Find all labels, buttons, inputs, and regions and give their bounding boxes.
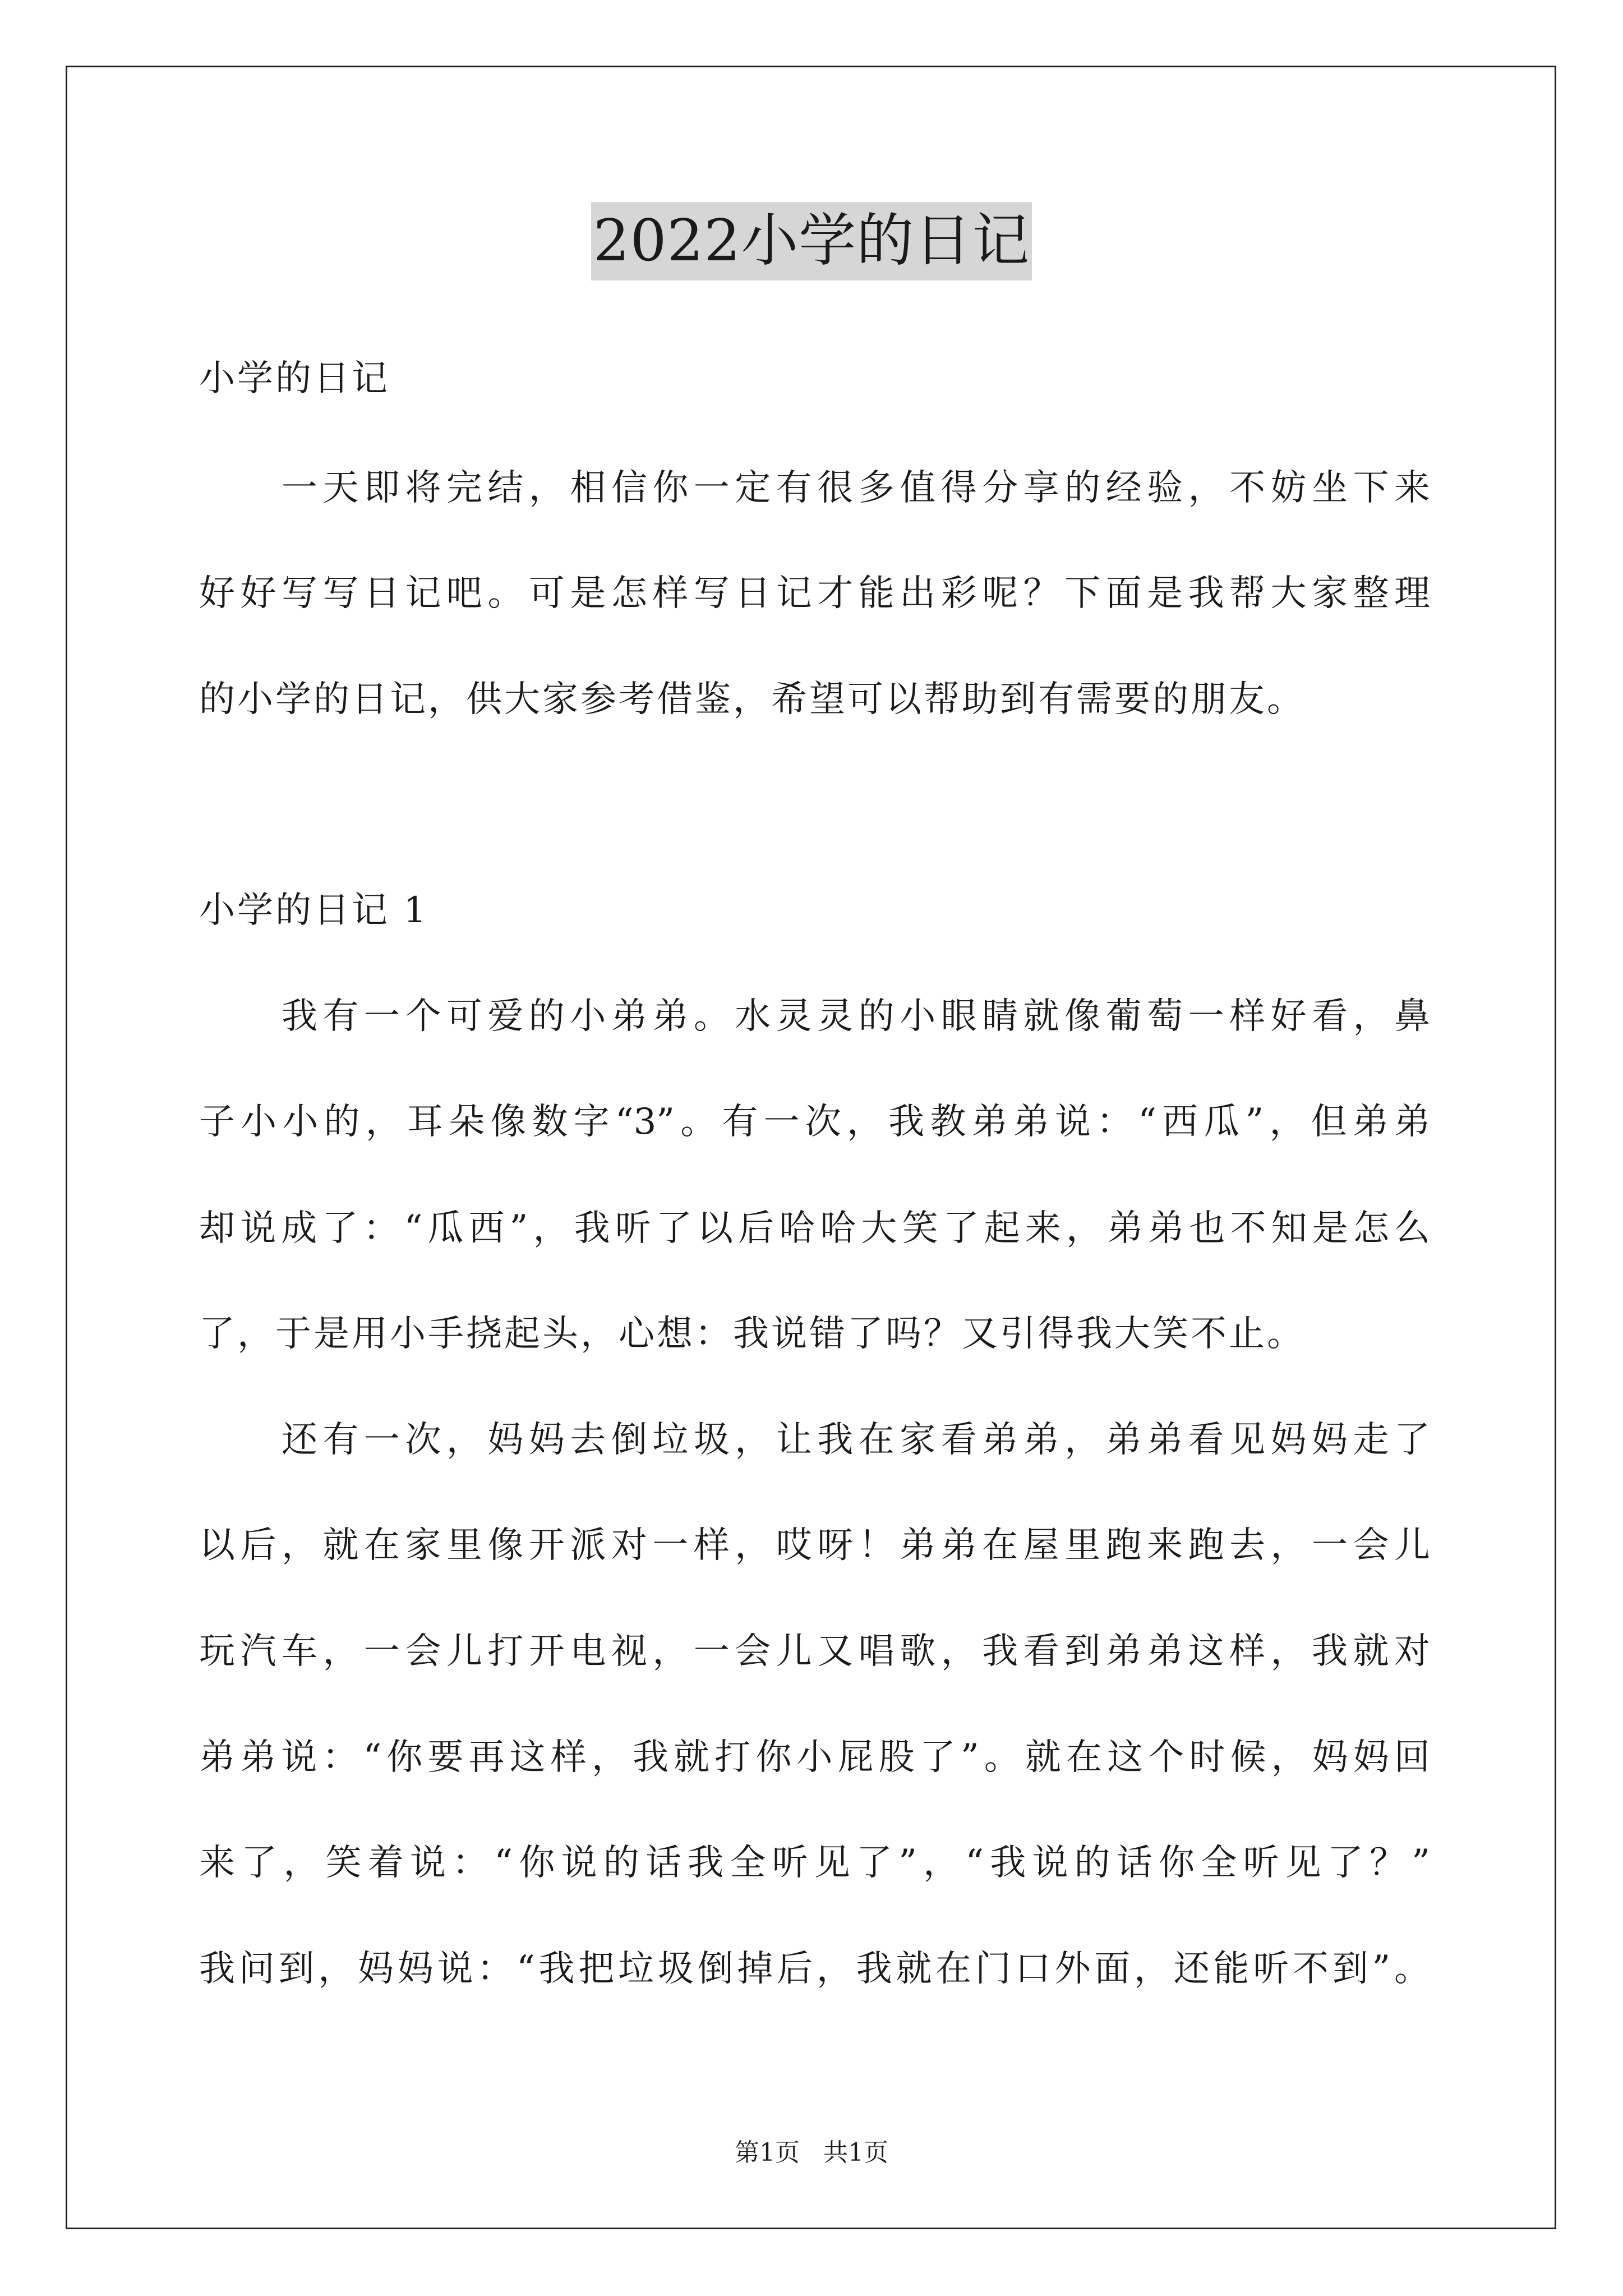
title-container	[0, 202, 1623, 280]
section-heading: 小学的日记 1	[199, 890, 429, 931]
para2-line-6: 我问到，妈妈说：“我把垃圾倒掉后，我就在门口外面，还能听不到”。	[199, 1948, 1430, 1990]
para1-line-1: 我有一个可爱的小弟弟。水灵灵的小眼睛就像葡萄一样好看，鼻	[282, 996, 1430, 1037]
page-footer: 第1页 共1页	[735, 2138, 888, 2167]
subtitle: 小学的日记	[199, 358, 390, 399]
para2-line-1: 还有一次，妈妈去倒垃圾，让我在家看弟弟，弟弟看见妈妈走了	[282, 1419, 1430, 1461]
para2-line-5: 来了，笑着说：“你说的话我全听见了”，“我说的话你全听见了？”	[199, 1842, 1430, 1884]
para2-line-4: 弟弟说：“你要再这样，我就打你小屁股了”。就在这个时候，妈妈回	[199, 1737, 1430, 1778]
para2-line-2: 以后，就在家里像开派对一样，哎呀！弟弟在屋里跑来跑去，一会儿	[199, 1525, 1430, 1566]
intro-line-2: 好好写写日记吧。可是怎样写日记才能出彩呢？下面是我帮大家整理	[199, 573, 1430, 614]
para1-line-2: 子小小的，耳朵像数字“3”。有一次，我教弟弟说：“西瓜”，但弟弟	[199, 1101, 1430, 1143]
intro-line-3: 的小学的日记，供大家参考借鉴，希望可以帮助到有需要的朋友。	[199, 679, 1305, 720]
intro-line-1: 一天即将完结，相信你一定有很多值得分享的经验，不妨坐下来	[282, 467, 1430, 509]
document-title: 2022小学的日记	[591, 202, 1032, 280]
para1-line-3: 却说成了：“瓜西”，我听了以后哈哈大笑了起来，弟弟也不知是怎么	[199, 1208, 1430, 1249]
para1-line-4: 了，于是用小手挠起头，心想：我说错了吗？又引得我大笑不止。	[199, 1313, 1305, 1355]
para2-line-3: 玩汽车，一会儿打开电视，一会儿又唱歌，我看到弟弟这样，我就对	[199, 1631, 1430, 1672]
